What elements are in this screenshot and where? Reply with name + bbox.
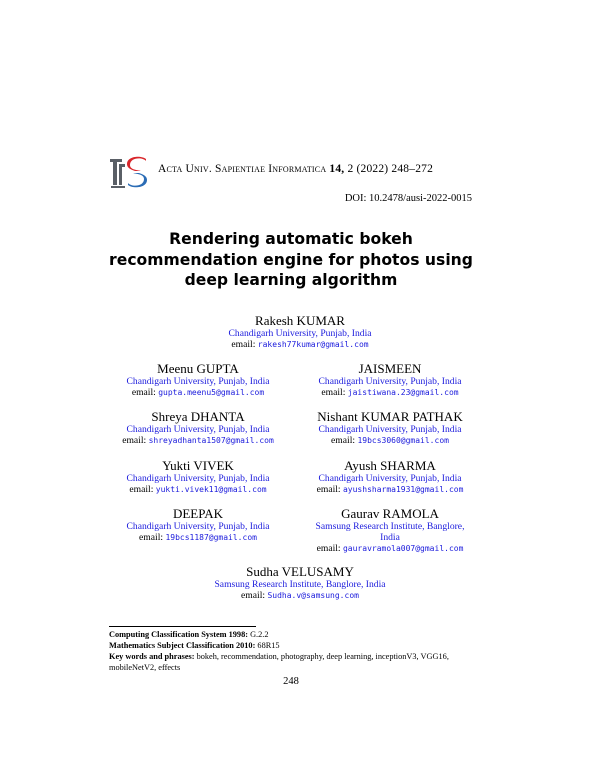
title-line-1: Rendering automatic bokeh bbox=[169, 230, 413, 248]
paper-title bbox=[90, 229, 492, 291]
author-block bbox=[150, 313, 450, 350]
author-name: Shreya DHANTA bbox=[151, 409, 245, 424]
keywords-value: bokeh, recommendation, photography, deep learning, inceptionV3, VGG16, mobileNetV2, effects bbox=[109, 652, 449, 672]
msc-label: Mathematics Subject Classification 2010: bbox=[109, 641, 256, 650]
footnotes bbox=[109, 629, 481, 673]
author-affiliation: Samsung Research Institute, Banglore, India bbox=[214, 579, 386, 590]
author-block bbox=[98, 458, 298, 495]
email-address[interactable]: gauravramola007@gmail.com bbox=[342, 544, 464, 553]
author-block bbox=[290, 506, 490, 554]
journal-name: Acta Univ. Sapientiae Informatica bbox=[158, 163, 327, 175]
email-address[interactable]: shreyadhanta1507@gmail.com bbox=[148, 436, 274, 445]
author-name: DEEPAK bbox=[172, 506, 224, 521]
email-address[interactable]: yukti.vivek11@gmail.com bbox=[155, 485, 267, 494]
footnote-rule bbox=[109, 626, 256, 627]
author-affiliation: Chandigarh University, Punjab, India bbox=[318, 473, 462, 484]
author-name: Rakesh KUMAR bbox=[255, 313, 345, 328]
keywords-label: Key words and phrases: bbox=[109, 652, 195, 661]
journal-volume: 14, bbox=[329, 163, 345, 175]
author-email bbox=[150, 339, 450, 350]
author-affiliation: Chandigarh University, Punjab, India bbox=[126, 521, 270, 532]
email-label: email: bbox=[139, 532, 164, 543]
msc-line bbox=[109, 640, 481, 651]
email-label: email: bbox=[321, 387, 346, 398]
author-name: Nishant KUMAR PATHAK bbox=[317, 409, 463, 424]
author-name: Gaurav RAMOLA bbox=[341, 506, 439, 521]
author-name: Yukti VIVEK bbox=[162, 458, 234, 473]
author-block bbox=[290, 409, 490, 446]
journal-header bbox=[108, 155, 480, 191]
author-affiliation: Chandigarh University, Punjab, India bbox=[126, 424, 270, 435]
author-name: JAISMEEN bbox=[358, 361, 422, 376]
msc-value: 68R15 bbox=[257, 641, 280, 650]
author-block bbox=[150, 564, 450, 601]
author-email bbox=[290, 435, 490, 446]
email-label: email: bbox=[331, 435, 356, 446]
email-address[interactable]: rakesh77kumar@gmail.com bbox=[257, 340, 369, 349]
email-label: email: bbox=[316, 543, 341, 554]
author-name: Ayush SHARMA bbox=[344, 458, 436, 473]
email-label: email: bbox=[241, 590, 266, 601]
author-affiliation: Chandigarh University, Punjab, India bbox=[318, 424, 462, 435]
ccs-line bbox=[109, 629, 481, 640]
doi: DOI: 10.2478/ausi-2022-0015 bbox=[344, 193, 472, 204]
author-email bbox=[98, 387, 298, 398]
email-address[interactable]: Sudha.v@samsung.com bbox=[267, 591, 359, 600]
author-block bbox=[290, 361, 490, 398]
author-name: Sudha VELUSAMY bbox=[246, 564, 354, 579]
author-affiliation: Chandigarh University, Punjab, India bbox=[228, 328, 372, 339]
journal-title bbox=[158, 163, 433, 175]
email-address[interactable]: 19bcs3060@gmail.com bbox=[357, 436, 449, 445]
email-address[interactable]: 19bcs1187@gmail.com bbox=[165, 533, 257, 542]
journal-issue-pages: 2 (2022) 248–272 bbox=[347, 163, 434, 175]
author-affiliation: Chandigarh University, Punjab, India bbox=[126, 376, 270, 387]
ccs-label: Computing Classification System 1998: bbox=[109, 630, 248, 639]
email-label: email: bbox=[231, 339, 256, 350]
email-label: email: bbox=[129, 484, 154, 495]
author-email bbox=[290, 543, 490, 554]
author-email bbox=[290, 387, 490, 398]
author-affiliation: Samsung Research Institute, Banglore, bbox=[315, 521, 465, 532]
title-line-3: deep learning algorithm bbox=[184, 271, 398, 289]
author-email bbox=[98, 484, 298, 495]
author-block bbox=[290, 458, 490, 495]
email-label: email: bbox=[131, 387, 156, 398]
email-address[interactable]: ayushsharma1931@gmail.com bbox=[342, 485, 464, 494]
email-label: email: bbox=[122, 435, 147, 446]
author-block bbox=[98, 506, 298, 543]
sapientia-logo-icon bbox=[108, 155, 148, 189]
author-email bbox=[290, 484, 490, 495]
author-affiliation: Chandigarh University, Punjab, India bbox=[126, 473, 270, 484]
email-address[interactable]: jaistiwana.23@gmail.com bbox=[347, 388, 459, 397]
ccs-value: G.2.2 bbox=[250, 630, 269, 639]
author-email bbox=[98, 532, 298, 543]
keywords-line bbox=[109, 651, 481, 673]
author-affiliation: India bbox=[380, 532, 400, 543]
author-email bbox=[98, 435, 298, 446]
email-label: email: bbox=[316, 484, 341, 495]
author-block bbox=[98, 361, 298, 398]
page-number: 248 bbox=[283, 676, 299, 687]
author-name: Meenu GUPTA bbox=[157, 361, 239, 376]
title-line-2: recommendation engine for photos using bbox=[109, 250, 473, 269]
email-address[interactable]: gupta.meenu5@gmail.com bbox=[158, 388, 265, 397]
author-affiliation: Chandigarh University, Punjab, India bbox=[318, 376, 462, 387]
author-block bbox=[98, 409, 298, 446]
author-email bbox=[150, 590, 450, 601]
